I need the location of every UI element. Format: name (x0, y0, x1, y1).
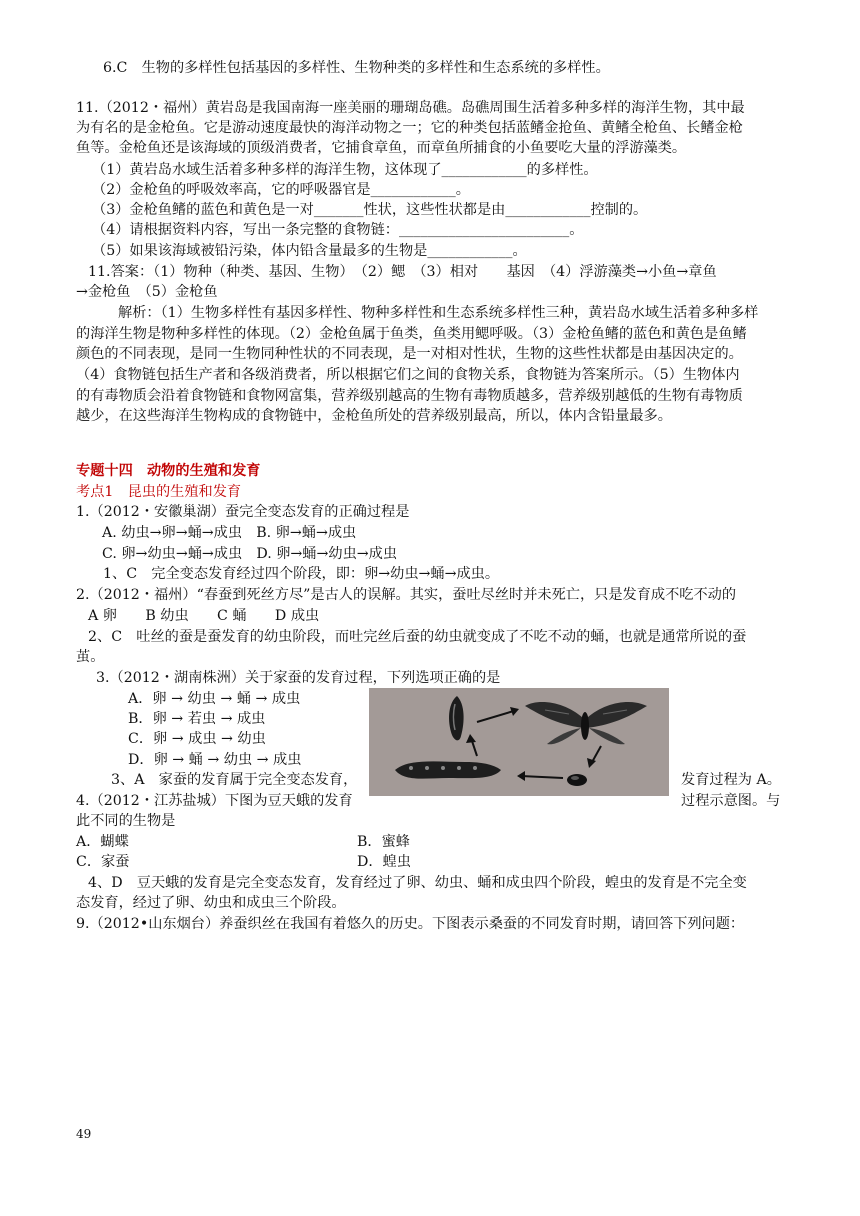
q3-option-a: A．卵 → 幼虫 → 蛹 → 成虫 (128, 691, 301, 707)
moth-life-cycle-photo (369, 688, 669, 796)
q2-options: A 卵 B 幼虫 C 蛹 D 成虫 (88, 608, 320, 624)
section-title: 专题十四 动物的生殖和发育 (76, 463, 261, 479)
q2-answer-2: 茧。 (76, 649, 105, 665)
q4-stem-2: 此不同的生物是 (76, 813, 176, 829)
q4-option-b: B．蜜蜂 (357, 834, 410, 850)
q3-stem: 3.（2012・湖南株洲）关于家蚕的发育过程，下列选项正确的是 (96, 670, 501, 686)
page-number: 49 (76, 1127, 92, 1141)
q11-analysis-3: 颜色的不同表现，是同一生物同种性状的不同表现，是一对相对性状，生物的这些性状都是由基因决定的。 (76, 346, 743, 362)
q11-sub-1: （1）黄岩岛水域生活着多种多样的海洋生物，这体现了____________的多样性。 (92, 162, 598, 178)
q11-sub-4: （4）请根据资料内容，写出一条完整的食物链：________________________。 (92, 222, 584, 238)
q11-sub-2: （2）金枪鱼的呼吸效率高，它的呼吸器官是____________。 (92, 182, 470, 198)
q3-answer-left: 3、A 家蚕的发育属于完全变态发育， (111, 772, 358, 788)
q4-answer-1: 4、D 豆天蛾的发育是完全变态发育，发育经过了卵、幼虫、蛹和成虫四个阶段，蝗虫的发育是不完全变 (88, 875, 747, 891)
q1-options-ab: A. 幼虫→卵→蛹→成虫 B. 卵→蛹→成虫 (102, 525, 357, 541)
q11-sub-3: （3）金枪鱼鳍的蓝色和黄色是一对_______性状，这些性状都是由____________控制的。 (92, 202, 648, 218)
moth-life-cycle-drawing (369, 688, 669, 796)
q4-option-c: C．家蚕 (76, 854, 130, 870)
q1-stem: 1.（2012・安徽巢湖）蚕完全变态发育的正确过程是 (76, 504, 410, 520)
q11-stem-2: 为有名的是金枪鱼。它是游动速度最快的海洋动物之一；它的种类包括蓝鳍金抢鱼、黄鳍全枪鱼、长鳍金枪 (76, 120, 743, 136)
q4-stem-right: 过程示意图。与 (681, 793, 781, 809)
q11-analysis-1: 解析：（1）生物多样性有基因多样性、物种多样性和生态系统多样性三种，黄岩岛水域生活着多种多样 (118, 305, 759, 321)
q11-sub-5: （5）如果该海域被铅污染，体内铅含量最多的生物是____________。 (92, 243, 527, 259)
q6-answer: 6.C 生物的多样性包括基因的多样性、生物种类的多样性和生态系统的多样性。 (103, 60, 610, 76)
egg-icon (567, 774, 587, 786)
q4-option-a: A．蝴蝶 (76, 834, 129, 850)
q3-option-b: B．卵 → 若虫 → 成虫 (128, 711, 266, 727)
q4-option-d: D．蝗虫 (357, 854, 411, 870)
q11-answer-2: →金枪鱼 （5）金枪鱼 (76, 284, 218, 300)
q4-stem-left: 4.（2012・江苏盐城）下图为豆天蛾的发育 (76, 793, 353, 809)
q3-option-d: D．卵 → 蛹 → 幼虫 → 成虫 (128, 752, 302, 768)
q4-answer-2: 态发育，经过了卵、幼虫和成虫三个阶段。 (76, 895, 346, 911)
q1-options-cd: C. 卵→幼虫→蛹→成虫 D. 卵→蛹→幼虫→成虫 (102, 546, 398, 562)
q3-option-c: C．卵 → 成虫 → 幼虫 (128, 731, 266, 747)
section-subtitle: 考点1 昆虫的生殖和发育 (76, 484, 242, 500)
q11-stem-1: 11.（2012・福州）黄岩岛是我国南海一座美丽的珊瑚岛礁。岛礁周围生活着多种多样的海洋生物，其中最 (76, 100, 745, 116)
q3-answer-right: 发育过程为 A。 (681, 772, 781, 788)
q2-answer-1: 2、C 吐丝的蚕是蚕发育的幼虫阶段，而吐完丝后蚕的幼虫就变成了不吃不动的蛹，也就是通常所说的蚕 (88, 629, 747, 645)
q9-stem: 9.（2012•山东烟台）养蚕织丝在我国有着悠久的历史。下图表示桑蚕的不同发育时期，请回答下列问题： (76, 916, 745, 932)
q11-analysis-5: 的有毒物质会沿着食物链和食物网富集，营养级别越高的生物有毒物质越多，营养级别越低的生物有毒物质 (76, 388, 743, 404)
q11-stem-3: 鱼等。金枪鱼还是该海域的顶级消费者，它捕食章鱼，而章鱼所捕食的小鱼要吃大量的浮游藻类。 (76, 140, 687, 156)
q11-analysis-2: 的海洋生物是物种多样性的体现。（2）金枪鱼属于鱼类，鱼类用鳃呼吸。（3）金枪鱼鳍的蓝色和黄色是鱼鳍 (76, 326, 747, 342)
q11-analysis-4: （4）食物链包括生产者和各级消费者，所以根据它们之间的食物关系，食物链为答案所示。（5）生物体内 (76, 367, 740, 383)
q1-answer: 1、C 完全变态发育经过四个阶段，即：卵→幼虫→蛹→成虫。 (103, 566, 500, 582)
q2-stem: 2.（2012・福州）“春蚕到死丝方尽”是古人的误解。其实，蚕吐尽丝时并未死亡，只是发育成不吃不动的 (76, 587, 737, 603)
larva-icon (395, 761, 501, 778)
q11-analysis-6: 越少，在这些海洋生物构成的食物链中，金枪鱼所处的营养级别最高，所以，体内含铅量最多。 (76, 408, 672, 424)
q11-answer-1: 11.答案：（1）物种（种类、基因、生物） （2）鳃 （3）相对 基因 （4）浮游藻类→小鱼→章鱼 (88, 264, 717, 280)
